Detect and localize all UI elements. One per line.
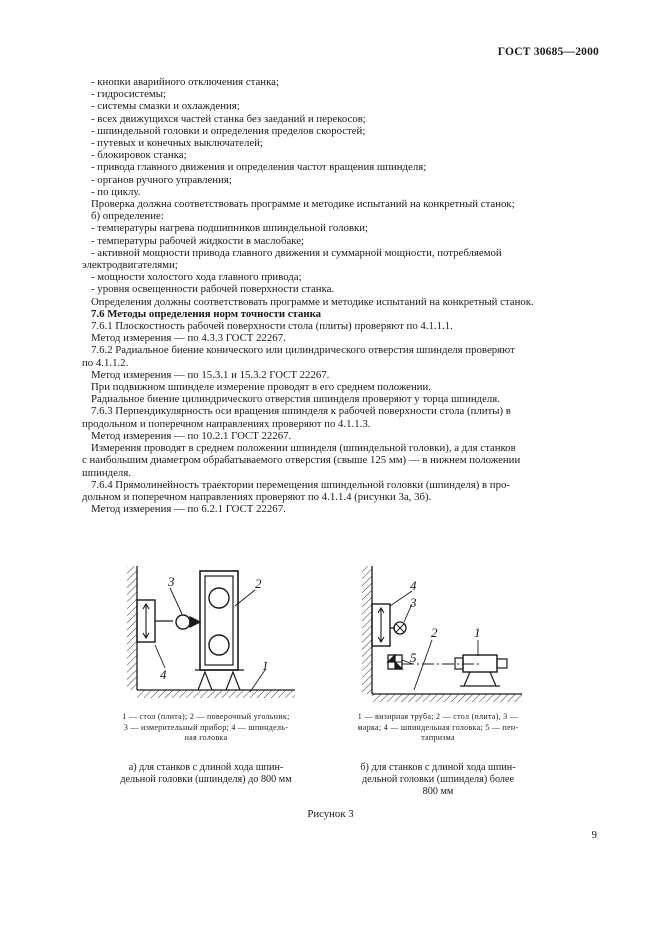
text-line: Проверка должна соответствовать программе и методике испытаний на конкретный станок; [91, 198, 515, 211]
text-line: дольном и поперечном направлениях проверяют по 4.1.1.4 (рисунки 3а, 3б). [82, 490, 432, 503]
standard-header: ГОСТ 30685—2000 [497, 46, 599, 58]
figure-3b-subcaption-line: 800 мм [422, 786, 454, 797]
figure-3b-label-3: 3 [410, 595, 417, 610]
figure-3a-legend [106, 712, 306, 744]
text-line: - температуры нагрева подшипников шпиндельной головки; [91, 222, 368, 235]
text-line: по 4.1.1.2. [82, 356, 129, 369]
text-line: - мощности холостого хода главного привода; [91, 271, 302, 284]
figure-3b-legend-line: 1 — визирная труба; 2 — стол (плита), 3 — [357, 712, 519, 721]
text-line: - путевых и конечных выключателей; [91, 137, 263, 150]
figure-3a-label-4: 4 [160, 667, 167, 682]
figure-3a-label-3: 3 [168, 574, 175, 589]
figure-3b-label-1: 1 [474, 625, 481, 640]
text-line: - шпиндельной головки и определения пределов скоростей; [91, 124, 366, 137]
text-line: - по циклу. [91, 185, 141, 198]
text-line: б) определение: [91, 210, 164, 223]
text-line: При подвижном шпинделе измерение проводят в его среднем положении. [91, 381, 431, 394]
figure-3a-labels [160, 574, 269, 682]
text-line: 7.6.2 Радиальное биение конического или цилиндрического отверстия шпинделя проверяют [91, 344, 515, 357]
figure-3b-legend-line: тапризма [421, 733, 455, 742]
figure-3b-legend [338, 712, 538, 744]
figure-3b-label-2: 2 [431, 625, 438, 640]
text-line: Радиальное биение цилиндрического отверстия шпинделя проверяют у торца шпинделя. [91, 393, 500, 406]
figure-title: Рисунок 3 [307, 808, 354, 820]
text-line: 7.6 Методы определения норм точности станка [91, 307, 322, 320]
text-line: электродвигателями; [82, 259, 178, 272]
text-line: - уровня освещенности рабочей поверхности станка. [91, 283, 335, 296]
figure-3b-label-5: 5 [410, 650, 417, 665]
text-line: - кнопки аварийного отключения станка; [91, 76, 279, 88]
page-number: 9 [591, 829, 597, 841]
figure-3b [362, 566, 522, 702]
text-line: - органов ручного управления; [91, 173, 232, 186]
figure-3a-legend-line: ная головка [184, 733, 228, 742]
figure-3b-subcaption-line: б) для станков с длиной хода шпин- [360, 762, 516, 773]
text-line: Метод измерения — по 6.2.1 ГОСТ 22267. [91, 503, 286, 516]
text-line: Метод измерения — по 10.2.1 ГОСТ 22267. [91, 429, 292, 442]
text-line: - системы смазки и охлаждения; [91, 100, 240, 113]
text-line: Измерения проводят в среднем положении шпинделя (шпиндельной головки), а для станков [91, 442, 516, 455]
figure-3a-label-2: 2 [255, 576, 262, 591]
text-line: продольном и поперечном направлениях проверяют по 4.1.1.3. [82, 417, 371, 430]
figure-3a-subcaption-line: дельной головки (шпинделя) до 800 мм [120, 774, 292, 785]
text-line: - блокировок станка; [91, 149, 187, 162]
text-line: - привода главного движения и определения частот вращения шпинделя; [91, 161, 427, 174]
text-line: шпинделя. [82, 466, 131, 479]
text-line: - активной мощности привода главного движения и суммарной мощности, потребляемой [91, 246, 502, 259]
text-line: 7.6.4 Прямолинейность траектории перемещения шпиндельной головки (шпинделя) в про- [91, 478, 510, 491]
text-line: Метод измерения — по 4.3.3 ГОСТ 22267. [91, 332, 286, 345]
figure-3a-legend-line: 1 — стол (плита); 2 — поверочный угольник; [122, 712, 290, 721]
text-line: Метод измерения — по 15.3.1 и 15.3.2 ГОСТ 22267. [91, 368, 330, 381]
text-line: 7.6.1 Плоскостность рабочей поверхности стола (плиты) проверяют по 4.1.1.1. [91, 320, 453, 333]
figure-3a [127, 566, 295, 698]
text-line: - температуры рабочей жидкости в маслобаке; [91, 234, 305, 247]
text-line: - гидросистемы; [91, 88, 167, 101]
figure-3a-label-1: 1 [262, 658, 269, 673]
figure-3b-legend-line: марка; 4 — шпиндельная головка; 5 — пен- [357, 722, 519, 732]
figure-3b-labels [409, 578, 481, 665]
figure-3a-legend-line: 3 — измерительный прибор; 4 — шпиндель- [123, 722, 289, 732]
figure-3b-label-4: 4 [410, 578, 417, 593]
text-line: Определения должны соответствовать программе и методике испытаний на конкретный станок. [91, 295, 534, 308]
figure-3b-subcaption [338, 762, 538, 798]
figure-3a-subcaption-line: а) для станков с длиной хода шпин- [128, 762, 284, 773]
figure-3b-subcaption-line: дельной головки (шпинделя) более [361, 774, 515, 785]
text-line: 7.6.3 Перпендикулярность оси вращения шпинделя к рабочей поверхности стола (плиты) в [91, 405, 511, 418]
text-line: с наибольшим диаметром обрабатываемого отверстия (свыше 125 мм) — в нижнем положении [82, 454, 521, 467]
figure-3a-subcaption [106, 762, 306, 786]
text-line: - всех движущихся частей станка без заеданий и перекосов; [91, 112, 366, 125]
